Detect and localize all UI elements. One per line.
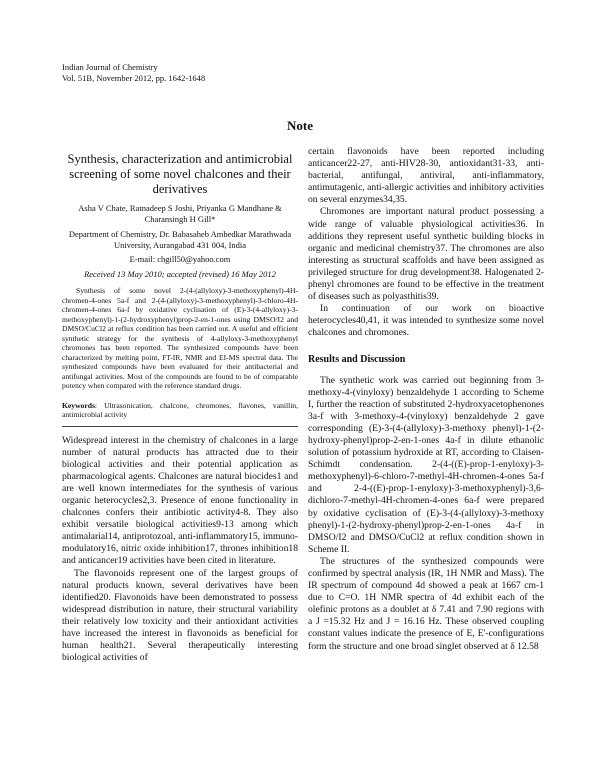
section-heading: Results and Discussion — [308, 353, 406, 365]
journal-name: Indian Journal of Chemistry — [62, 62, 158, 72]
keywords-label: Keywords — [62, 400, 95, 410]
authors: Asha V Chate, Ratnadeep S Joshi, Priyanka G Mandhane & Charansingh H Gill* — [78, 203, 282, 224]
right-column — [308, 146, 544, 653]
left-column — [62, 146, 298, 664]
body-paragraph-3: certain flavonoids have been reported including anticancer22-27, anti-HIV28-30, antioxidant31-33, anti-bacterial, antifungal, antiviral, anti-inflammatory, antimutagenic, anti-allergic activities and inhibitory activities on several enzymes34,35. — [308, 146, 544, 206]
journal-volume: Vol. 51B, November 2012, pp. 1642-1648 — [62, 73, 206, 83]
abstract: Synthesis of some novel 2-(4-(allyloxy)-3-methoxyphenyl)-4H-chromen-4-ones 5a-f and 2-(4-(allyloxy)-3-methoxyphenyl)-3-chloro-4H-chromen-4-ones 6a-f by oxidative cyclisation of (E)-3-(4-allyloxy)-3-methoxyphenyl)-1-(2-hydroxyphenyl)prop-2-en-1-ones using DMSO/I2 and DMSO/CuCl2 at reflux condition has been carried out. A useful and efficient synthetic strategy for the synthesis of 4-allyloxy-3-methoxyphenyl chromones has been reported. The synthesized compounds have been characterized by melting point, FT-IR, NMR and EI-MS spectral data. The synthesized compounds have been evaluated for their antibacterial and antifungal activities. Most of the compounds are found to be of comparable potency when compared with the reference standard drugs. — [62, 286, 298, 390]
body-paragraph-2: The flavonoids represent one of the largest groups of natural products known, several derivatives have been identified20. Flavonoids have been demonstrated to possess widespread distribution in nature, their structural variability their relatively low toxicity and their antioxidant activities have increased the interest in flavonoids as beneficial for human health21. Several therapeutically interesting biological activities of — [62, 567, 298, 664]
section-label: Note — [287, 118, 313, 133]
keywords — [62, 401, 298, 420]
keywords-text: : Ultrasonication, chalcone, chromones, flavones, vanillin, antimicrobial activity — [62, 400, 298, 419]
divider — [62, 426, 298, 427]
body-paragraph-4: Chromones are important natural product possessing a wide range of valuable physiological activities36. In additions they represent useful synthetic building blocks in organic and medicinal chemistry37. The chromones are also interesting as structural scaffolds and have been assigned as privileged structure for drug development38. Halogenated 2-phenyl chromones are found to be effective in the treatment of diseases such as polyasthitis39. — [308, 206, 544, 303]
body-paragraph-5: In continuation of our work on bioactive heterocycles40,41, it was intended to synthesize some novel chalcones and chromones. — [308, 303, 544, 339]
affiliation: Department of Chemistry, Dr. Babasaheb Ambedkar Marathwada University, Aurangabad 431 004, India — [68, 229, 292, 250]
results-paragraph-1: The synthetic work was carried out beginning from 3-methoxy-4-(vinyloxy) benzaldehyde 1 according to Scheme I, further the reaction of substituted 2-hydroxyacetophenones 3a-f with 3-methoxy-4-(vinyloxy) benzaldehyde 2 gave corresponding (E)-3-(4-(allyloxy)-3-methoxy phenyl)-1-(2-hydroxy-phenyl)prop-2-en-1-ones 4a-f in dilute ethanolic solution of potassium hydroxide at RT, according to Claisen-Schimdt condensation. 2-(4-((E)-prop-1-enyloxy)-3-methoxyphenyl)-6-chloro-7-methyl-4H-chromen-4-ones 5a-f and 2-4-((E)-prop-1-enyloxy)-3-methoxyphenyl)-3,6-dichloro-7-methyl-4H-chromen-4-ones 6a-f were prepared by oxidative cyclisation of (E)-3-(4-(allyloxy)-3-methoxy phenyl)-1-(2-hydroxy-phenyl)prop-2-en-1-ones 4a-f in DMSO/I2 and DMSO/CuCl2 at reflux condition shown in Scheme II. — [308, 374, 544, 555]
article-title: Synthesis, characterization and antimicrobial screening of some novel chalcones and their derivatives — [67, 152, 293, 196]
journal-header — [62, 62, 205, 84]
email: E-mail: chgill50@yahoo.com — [129, 254, 231, 264]
received-dates: Received 13 May 2010; accepted (revised) 16 May 2012 — [84, 269, 276, 279]
body-paragraph-1: Widespread interest in the chemistry of chalcones in a large number of natural products has attracted due to their biological activities and their potential application as pharmacological agents. Chalcones are natural biocides1 and are well known intermediates for the synthesis of various organic heterocycles2,3. Presence of enone functionality in chalcones confers their antibiotic activity4-8. They also exhibit versatile biological activities9-13 among which antimalarial14, antiprotozoal, anti-inflammatory15, immuno-modulatory16, nitric oxide inhibition17, thrones inhibition18 and anticancer19 activities have been cited in literature. — [62, 434, 298, 567]
results-paragraph-2: The structures of the synthesized compounds were confirmed by spectral analysis (IR, 1H NMR and Mass). The IR spectrum of compound 4d showed a peak at 1667 cm-1 due to C=O. 1H NMR spectra of 4d exhibit each of the olefinic protons as a doublet at δ 7.41 and 7.90 regions with a J =15.32 Hz and J = 16.16 Hz. These observed coupling constant values indicate the presence of E, E'-configurations form the structure and one broad singlet observed at δ 12.58 — [308, 555, 544, 652]
